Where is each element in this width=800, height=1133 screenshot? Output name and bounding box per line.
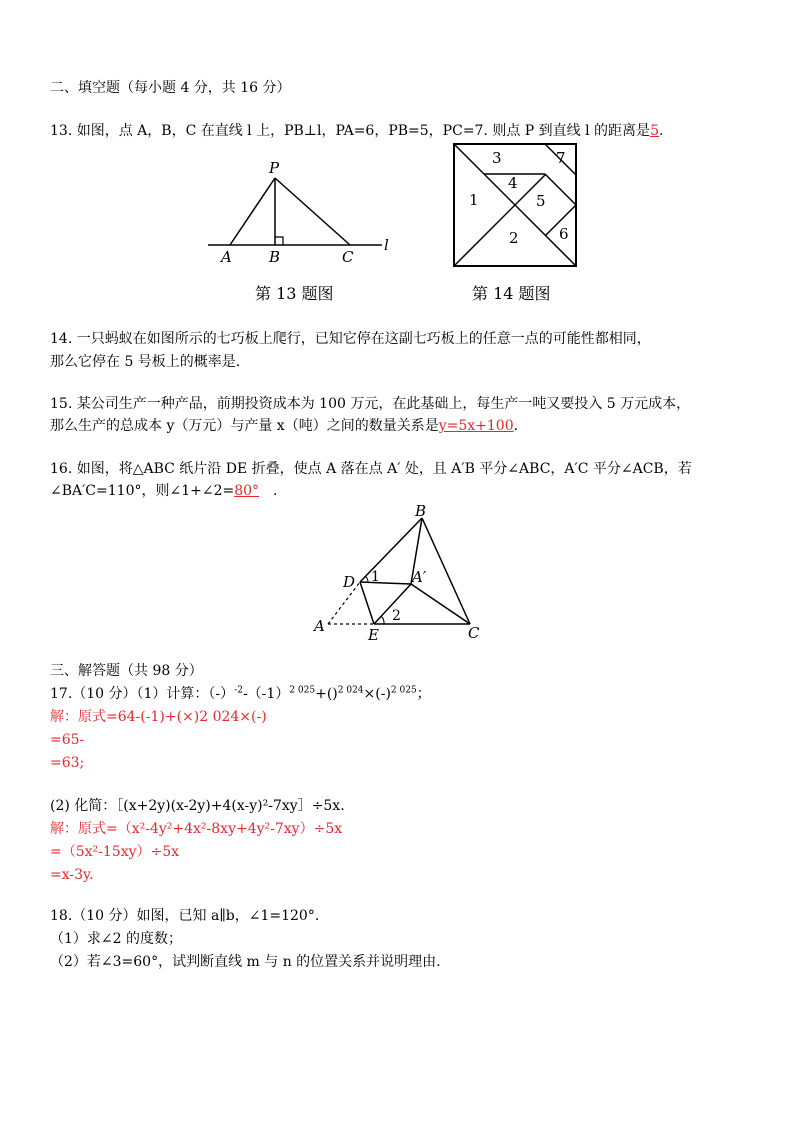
label-d: D bbox=[343, 573, 356, 591]
segment-pa bbox=[230, 178, 275, 245]
label-a: A bbox=[221, 248, 232, 266]
figure-14-caption: 第 14 题图 bbox=[472, 284, 551, 303]
question-18-line-3: （2）若∠3=60°，试判断直线 m 与 n 的位置关系并说明理由. bbox=[50, 954, 441, 970]
q17-mid-2: +() bbox=[315, 686, 338, 702]
label-angle-2: 2 bbox=[392, 608, 401, 624]
figure-13 bbox=[200, 158, 400, 273]
question-15-line-2 bbox=[50, 416, 518, 436]
piece-6: 6 bbox=[559, 225, 569, 243]
question-15-line-1: 15. 某公司生产一种产品，前期投资成本为 100 万元，在此基础上，每生产一吨又要投入 5 万元成本， bbox=[50, 396, 691, 412]
piece-3: 3 bbox=[492, 149, 502, 167]
question-13-answer: 5 bbox=[650, 123, 659, 139]
question-14-line-2: 那么它停在 5 号板上的概率是. bbox=[50, 354, 241, 370]
question-17-part-2: (2) 化简：［(x+2y)(x-2y)+4(x-y)²-7xy］÷5x. bbox=[50, 798, 345, 814]
label-b: B bbox=[415, 502, 427, 520]
q17-prefix: 17.（10 分）（1）计算：（-） bbox=[50, 686, 235, 702]
right-angle-mark bbox=[275, 237, 283, 245]
q17-exp-1: -2 bbox=[234, 685, 243, 696]
question-17-part-1 bbox=[50, 684, 431, 704]
question-18-line-1: 18.（10 分）如图，已知 a∥b，∠1=120°. bbox=[50, 908, 320, 924]
figure-13-caption: 第 13 题图 bbox=[255, 284, 334, 303]
label-angle-1: 1 bbox=[371, 569, 380, 585]
label-a-prime: A′ bbox=[412, 568, 427, 586]
section-heading-fill-in: 二、填空题（每小题 4 分，共 16 分） bbox=[50, 80, 291, 96]
question-15-text: 那么生产的总成本 y（万元）与产量 x（吨）之间的数量关系是 bbox=[50, 418, 439, 434]
question-16-line-1: 16. 如图，将△ABC 纸片沿 DE 折叠，使点 A 落在点 A′ 处，且 A′B 平分∠ABC，A′C 平分∠ACB，若 bbox=[50, 461, 692, 477]
question-16-end: . bbox=[273, 483, 278, 499]
label-c: C bbox=[342, 248, 354, 266]
q17-solution-2-line-3: =x-3y. bbox=[50, 867, 94, 883]
q17-solution-1-line-3: =63; bbox=[50, 755, 85, 771]
piece-5: 5 bbox=[536, 192, 546, 210]
q17-solution-1-line-1: 解：原式=64-(-1)+(×)2 024×(-) bbox=[50, 709, 267, 725]
question-16-answer: 80° bbox=[234, 483, 260, 499]
label-p: P bbox=[269, 159, 280, 177]
piece-2: 2 bbox=[509, 229, 519, 247]
q17-exp-2: 2 025 bbox=[289, 685, 316, 696]
question-16-text: ∠BA′C=110°，则∠1+∠2= bbox=[50, 483, 235, 499]
question-15-answer: y=5x+100 bbox=[438, 418, 514, 434]
q17-mid-3: ×(-) bbox=[363, 686, 391, 702]
question-13-text: 13. 如图，点 A，B，C 在直线 l 上，PB⊥l，PA=6，PB=5，PC=7. 则点 P 到直线 l 的距离是 bbox=[50, 123, 651, 139]
question-16-line-2 bbox=[50, 481, 278, 501]
piece-4: 4 bbox=[508, 174, 518, 192]
q17-end: ； bbox=[416, 686, 431, 702]
q17-exp-3: 2 024 bbox=[337, 685, 364, 696]
q17-solution-1-line-2: =65- bbox=[50, 732, 85, 748]
question-15-end: . bbox=[513, 418, 519, 434]
q17-solution-2-line-2: =（5x²-15xy）÷5x bbox=[50, 844, 180, 860]
q17-mid-1: -（-1） bbox=[242, 686, 290, 702]
question-13 bbox=[50, 121, 663, 141]
figure-14-tangram bbox=[452, 142, 580, 270]
segment-pc bbox=[275, 178, 350, 245]
label-c: C bbox=[468, 624, 480, 642]
figure-16 bbox=[310, 498, 500, 643]
label-l: l bbox=[384, 236, 389, 254]
question-18-line-2: （1）求∠2 的度数； bbox=[50, 931, 182, 947]
question-13-end: . bbox=[658, 123, 664, 139]
question-14-line-1: 14. 一只蚂蚁在如图所示的七巧板上爬行，已知它停在这副七巧板上的任意一点的可能性都相同， bbox=[50, 331, 651, 347]
q17-exp-4: 2 025 bbox=[390, 685, 417, 696]
label-a: A bbox=[314, 617, 325, 635]
piece-1: 1 bbox=[469, 191, 479, 209]
section-heading-solutions: 三、解答题（共 98 分） bbox=[50, 663, 203, 679]
piece-7: 7 bbox=[556, 149, 566, 167]
label-e: E bbox=[368, 626, 379, 643]
q17-solution-2-line-1: 解：原式=（x²-4y²+4x²-8xy+4y²-7xy）÷5x bbox=[50, 821, 343, 837]
label-b: B bbox=[269, 248, 281, 266]
